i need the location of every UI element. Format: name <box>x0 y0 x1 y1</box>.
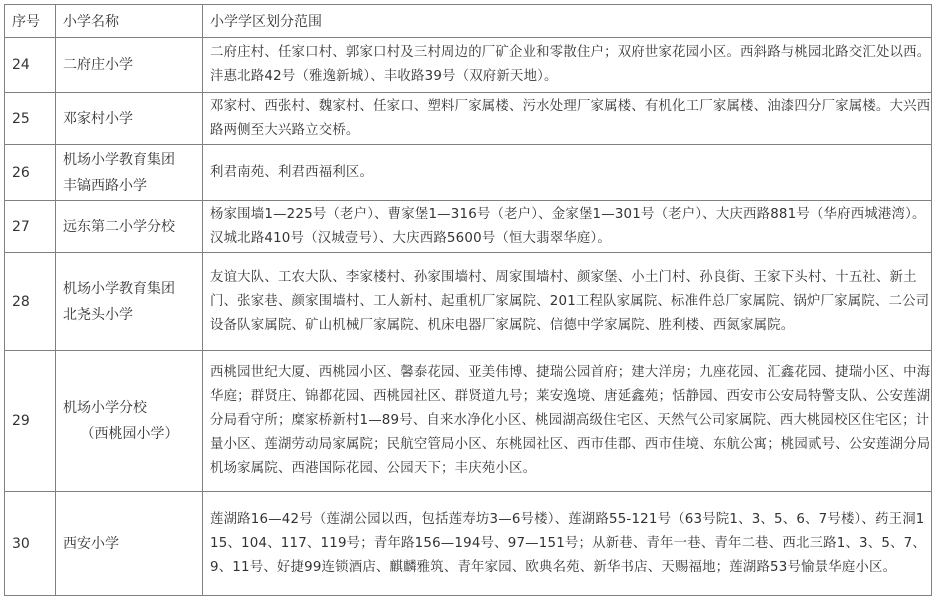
header-school-name: 小学名称 <box>56 5 203 38</box>
school-name-line: 北尧头小学 <box>63 306 133 323</box>
school-name-line: 远东第二小学分校 <box>63 218 175 235</box>
school-name-line: 机场小学分校 <box>63 400 147 416</box>
table-row <box>5 201 932 253</box>
school-name <box>56 145 203 201</box>
school-name-line: 邓家村小学 <box>63 110 133 127</box>
table-header-row <box>5 5 932 38</box>
table-row <box>5 145 932 201</box>
school-name-line: 二府庄小学 <box>63 57 133 73</box>
school-name <box>56 253 203 351</box>
school-name <box>56 492 203 596</box>
table-row <box>5 253 932 351</box>
school-name-line: 西安小学 <box>63 535 119 552</box>
row-number: 30 <box>5 492 56 596</box>
row-number: 25 <box>5 93 56 145</box>
school-name-line: 丰镐西路小学 <box>63 177 147 194</box>
table-row <box>5 38 932 93</box>
table-row <box>5 93 932 145</box>
table-row <box>5 492 932 596</box>
district-range: 西桃园世纪大厦、西桃园小区、馨泰花园、亚美伟博、捷瑞公园首府；建大洋房；九座花园、汇鑫花园、捷瑞小区、中海华庭；群贤庄、锦都花园、西桃园社区、群贤道九号；莱安逸境、唐延鑫苑；恬静园、西安市公安局特警支队、公安莲湖分局看守所；糜家桥新村1—89号、自来水净化小区、桃园湖高级住宅区、天然气公司家属院、西大桃园校区住宅区；计量小区、莲湖劳动局家属院；民航空管局小区、东桃园社区、西市佳郡、西市佳境、东航公寓；桃园贰号、公安莲湖分局机场家属院、西港国际花园、公园天下；丰庆苑小区。 <box>203 351 932 492</box>
table-row <box>5 351 932 492</box>
school-name-line: （西桃园小学） <box>80 426 179 442</box>
header-no: 序号 <box>5 5 56 38</box>
school-name <box>56 201 203 253</box>
header-district-range: 小学学区划分范围 <box>203 5 932 38</box>
row-number: 29 <box>5 351 56 492</box>
school-district-table <box>4 4 932 596</box>
school-name <box>56 351 203 492</box>
school-name <box>56 38 203 93</box>
school-name <box>56 93 203 145</box>
district-range: 邓家村、西张村、魏家村、任家口、塑料厂家属楼、污水处理厂家属楼、有机化工厂家属楼、油漆四分厂家属楼。大兴西路两侧至大兴路立交桥。 <box>203 93 932 145</box>
row-number: 24 <box>5 38 56 93</box>
district-range: 利君南苑、利君西福利区。 <box>203 145 932 201</box>
district-range: 莲湖路16—42号（莲湖公园以西，包括莲寿坊3—6号楼）、莲湖路55-121号（63号院1、3、5、6、7号楼）、药王洞115、104、117、119号；青年路156—194号、97—151号；从新巷、青年一巷、青年二巷、西北三路1、3、5、7、9、11号、好捷99连锁酒店、麒麟雅筑、青年家园、欧典名苑、新华书店、天赐福地；莲湖路53号愉景华庭小区。 <box>203 492 932 596</box>
row-number: 26 <box>5 145 56 201</box>
district-range: 友谊大队、工农大队、李家楼村、孙家围墙村、周家围墙村、颜家堡、小土门村、孙良街、王家下头村、十五社、新土门、张家巷、颜家围墙村、工人新村、起重机厂家属院、201工程队家属院、标准件总厂家属院、锅炉厂家属院、二公司设备队家属院、矿山机械厂家属院、机床电器厂家属院、信德中学家属院、胜利楼、西氮家属院。 <box>203 253 932 351</box>
school-name-line: 机场小学教育集团 <box>63 151 175 168</box>
row-number: 27 <box>5 201 56 253</box>
row-number: 28 <box>5 253 56 351</box>
district-range: 杨家围墙1—225号（老户）、曹家堡1—316号（老户）、金家堡1—301号（老户）、大庆西路881号（华府西城港湾）。汉城北路410号（汉城壹号）、大庆西路5600号（恒大翡翠华庭）。 <box>203 201 932 253</box>
school-name-line: 机场小学教育集团 <box>63 280 175 297</box>
district-range: 二府庄村、任家口村、郭家口村及三村周边的厂矿企业和零散住户；双府世家花园小区。西斜路与桃园北路交汇处以西。沣惠北路42号（雅逸新城）、丰收路39号（双府新天地）。 <box>203 38 932 93</box>
